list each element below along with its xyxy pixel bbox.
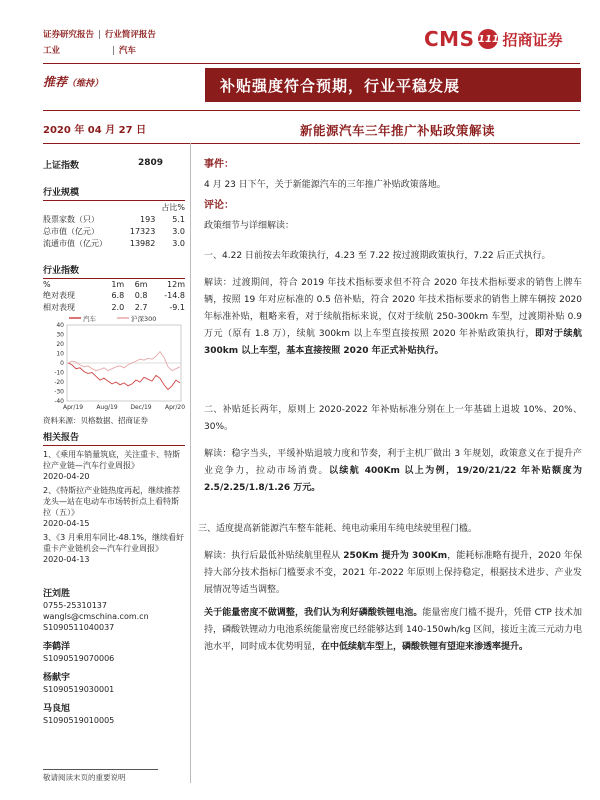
title-divider [43, 110, 580, 111]
table-row [43, 289, 185, 301]
event-heading: 事件： [204, 159, 234, 170]
analyst-name: 汪刘胜 [43, 589, 71, 599]
legend-label-auto: 汽车 [83, 315, 96, 323]
point-3-analysis [204, 548, 582, 599]
report-date: 2020 年 04 月 27 日 [43, 125, 147, 136]
cms-logo [424, 26, 563, 52]
table-cell: 2.7 [134, 302, 148, 312]
chart-source: 资料来源：贝格数据、招商证券 [43, 416, 148, 425]
x-tick-label: Aug/19 [96, 404, 118, 411]
table-header: 6m [134, 279, 148, 289]
x-tick-label: Apr/19 [62, 404, 84, 411]
analysis-text: 解读：稳字当头，平缓补贴退坡力度和节奏，利于主机厂做出 3 年规划，政策意义在于提升产业竞争力，拉动市场消费。 [204, 449, 582, 476]
report-type-header [43, 27, 156, 59]
analyst-list [43, 589, 185, 726]
header-divider [43, 63, 580, 64]
sector-label: 工业 [43, 46, 61, 56]
related-report-item[interactable] [43, 449, 185, 482]
analysis-highlight: 在中低续航车型上，磷酸铁锂有望迎来渗透率提升。 [321, 642, 529, 652]
related-report-date: 2020-04-15 [43, 519, 90, 528]
series-line-csi300 [68, 352, 180, 371]
battery-analysis [204, 605, 582, 656]
table-cell: 股票家数（只） [43, 214, 99, 224]
index-label: 上证指数 [43, 161, 80, 171]
report-category: 证券研究报告 [43, 30, 95, 40]
y-axis-ticks [54, 322, 64, 405]
related-report-title[interactable]: 3、《3 月乘用车同比-48.1%，继续看好重卡产业链机会—汽车行业周报》 [43, 533, 185, 553]
table-cell: 13982 [129, 238, 156, 248]
table-cell: 193 [140, 214, 156, 224]
y-tick-label: -10 [54, 369, 64, 377]
y-tick-label: -20 [54, 379, 64, 386]
rating-note: （维持） [67, 79, 104, 89]
scale-section-title: 行业规模 [43, 185, 185, 201]
rating-label [43, 73, 103, 90]
event-text: 4 月 23 日下午，关于新能源汽车的三年推广补贴政策落地。 [204, 180, 446, 190]
related-report-item[interactable] [43, 532, 185, 565]
analyst-name: 马良旭 [43, 704, 71, 714]
table-cell: 17323 [129, 226, 156, 236]
table-cell: -9.1 [169, 302, 185, 312]
table-cell: 5.1 [172, 214, 185, 224]
table-row [43, 225, 185, 237]
chart-series [68, 352, 180, 390]
table-cell: 3.0 [172, 238, 185, 248]
table-header: % [43, 279, 51, 289]
table-cell: 总市值（亿元） [43, 226, 99, 236]
point-2: 二、补贴延长两年，原则上 2020-2022 年补贴标准分别在上一年基础上退坡 10%、20%、30%。 [204, 405, 582, 432]
table-header: 占比% [161, 202, 185, 212]
y-tick-label: 0 [60, 360, 64, 367]
comment-heading: 评论： [204, 200, 234, 211]
table-row [43, 237, 185, 249]
table-row [43, 213, 185, 225]
related-report-date: 2020-04-20 [43, 472, 90, 481]
column-divider [190, 143, 191, 783]
report-subcategory: 行业简评报告 [104, 30, 156, 40]
separator: | [98, 30, 101, 40]
index-row [43, 158, 185, 171]
analyst-license: S1090519010005 [43, 716, 115, 725]
report-subtitle: 新能源汽车三年推广补贴政策解读 [300, 123, 496, 138]
analysis-highlight: 以续航 400Km 以上为例，19/20/21/22 年补贴额度为 2.5/2.25/1.8/1.26 万元。 [204, 466, 582, 493]
chart-grid [67, 325, 181, 401]
logo-cms-text: CMS [424, 27, 475, 51]
point-3: 三、适度提高新能源汽车整车能耗、纯电动乘用车纯电续驶里程门槛。 [198, 524, 478, 534]
related-report-date: 2020-04-13 [43, 555, 90, 564]
point-2-analysis [204, 446, 582, 497]
y-tick-label: 20 [56, 341, 64, 348]
related-reports-title: 相关报告 [43, 430, 185, 446]
table-row [43, 201, 185, 213]
analyst-name: 杨献宇 [43, 673, 71, 683]
table-header: 1m [111, 279, 125, 289]
analyst-email[interactable]: wangls@cmschina.com.cn [43, 612, 149, 621]
industry-index-chart [43, 313, 185, 413]
table-cell: 0.8 [134, 290, 148, 300]
footer-divider [43, 769, 158, 770]
table-cell: 绝对表现 [43, 290, 75, 300]
logo-mark-icon: 111 [478, 29, 498, 49]
analyst-name: 李鹤洋 [43, 642, 71, 652]
perf-section-title: 行业指数 [43, 263, 185, 279]
report-body [198, 156, 582, 656]
analysis-text: ，能耗标准略有提升，2020 年保持大部分技术指标门槛要求不变，2021 年-2022 年原则上保持稳定，根据技术进步、产业发展情况等适当调整。 [204, 551, 582, 595]
sidebar [43, 158, 185, 726]
analyst-license: S1090519030001 [43, 685, 115, 694]
y-tick-label: -30 [54, 388, 64, 396]
analysis-text: 解读：执行后最低补贴续航里程从 [204, 551, 344, 561]
x-tick-label: Apr/20 [164, 404, 185, 411]
x-axis-ticks [63, 404, 185, 411]
table-header: 12m [167, 279, 185, 289]
y-tick-label: 30 [56, 331, 64, 339]
table-cell: 相对表现 [43, 302, 75, 312]
related-report-title[interactable]: 1、《乘用车销量筑底，关注重卡、特斯拉产业链—汽车行业周报》 [43, 450, 181, 470]
separator: | [112, 46, 115, 56]
report-title: 补贴强度符合预期，行业平稳发展 [205, 68, 581, 102]
table-cell: 流通市值（亿元） [43, 238, 107, 248]
logo-company-name: 招商证券 [502, 30, 563, 49]
legend-label-csi300: 沪深300 [131, 315, 157, 323]
rating-value: 推荐 [43, 75, 68, 89]
scale-table [43, 201, 185, 249]
index-value: 2809 [137, 158, 163, 168]
related-report-item[interactable] [43, 485, 185, 529]
point-1: 一、4.22 日前按去年政策执行，4.23 至 7.22 按过渡期政策执行，7.22 后正式执行。 [204, 251, 551, 261]
analyst-license: S1090511040037 [43, 623, 115, 632]
table-cell: -14.8 [164, 290, 185, 300]
perf-table [43, 279, 185, 313]
table-cell: 6.8 [111, 290, 125, 300]
x-tick-label: Dec/19 [130, 404, 152, 411]
chart-legend [69, 314, 156, 323]
analysis-highlight: 即对于续航 300km 以上车型，基本直接按照 2020 年正式补贴执行。 [204, 329, 582, 356]
analysis-text: 解读：过渡期间，符合 2019 年技术指标要求但不符合 2020 年技术指标要求的销售上牌车辆，按照 19 年对应标准的 0.5 倍补贴，符合 2020 年技术指标要求的销售上牌车辆按 2020 年标准补贴，粗略来看，对于续航指标来说，仅对于续航 250-300km 车型，过渡期补贴 0.9 万元（原有 1.8 万），续航 300km 以上车型直接按照 2020 年补贴政策执行， [204, 278, 582, 339]
table-row [43, 301, 185, 313]
point-1-analysis [204, 275, 582, 360]
y-tick-label: 10 [56, 350, 64, 358]
analysis-highlight: 关于能量密度不做调整，我们认为利好磷酸铁锂电池。 [204, 608, 423, 618]
subtitle-divider [43, 143, 580, 144]
industry-label: 汽车 [118, 46, 136, 56]
comment-intro: 政策细节与详细解读： [204, 221, 295, 231]
analysis-text: 能量密度门槛不提升，凭借 CTP 技术加持，磷酸铁锂动力电池系统能量密度已经能够达到 140-150wh/kg 区间，接近主流三元动力电池水平，同时成本优势明显， [204, 608, 582, 652]
table-row [43, 279, 185, 289]
analyst-phone: 0755-25310137 [43, 601, 107, 610]
table-cell: 3.0 [172, 226, 185, 236]
footer-note: 敬请阅读末页的重要说明 [43, 773, 126, 782]
analyst-license: S1090519070006 [43, 654, 115, 663]
related-report-title[interactable]: 2、《特斯拉产业链热度再起，继续推荐龙头—站在电动车市场转折点上看特斯拉（五）》 [43, 486, 181, 517]
analysis-highlight: 250Km 提升为 300Km [343, 551, 448, 561]
y-tick-label: 40 [56, 322, 64, 329]
table-cell: 2.0 [111, 302, 125, 312]
y-tick-label: -40 [54, 398, 64, 405]
